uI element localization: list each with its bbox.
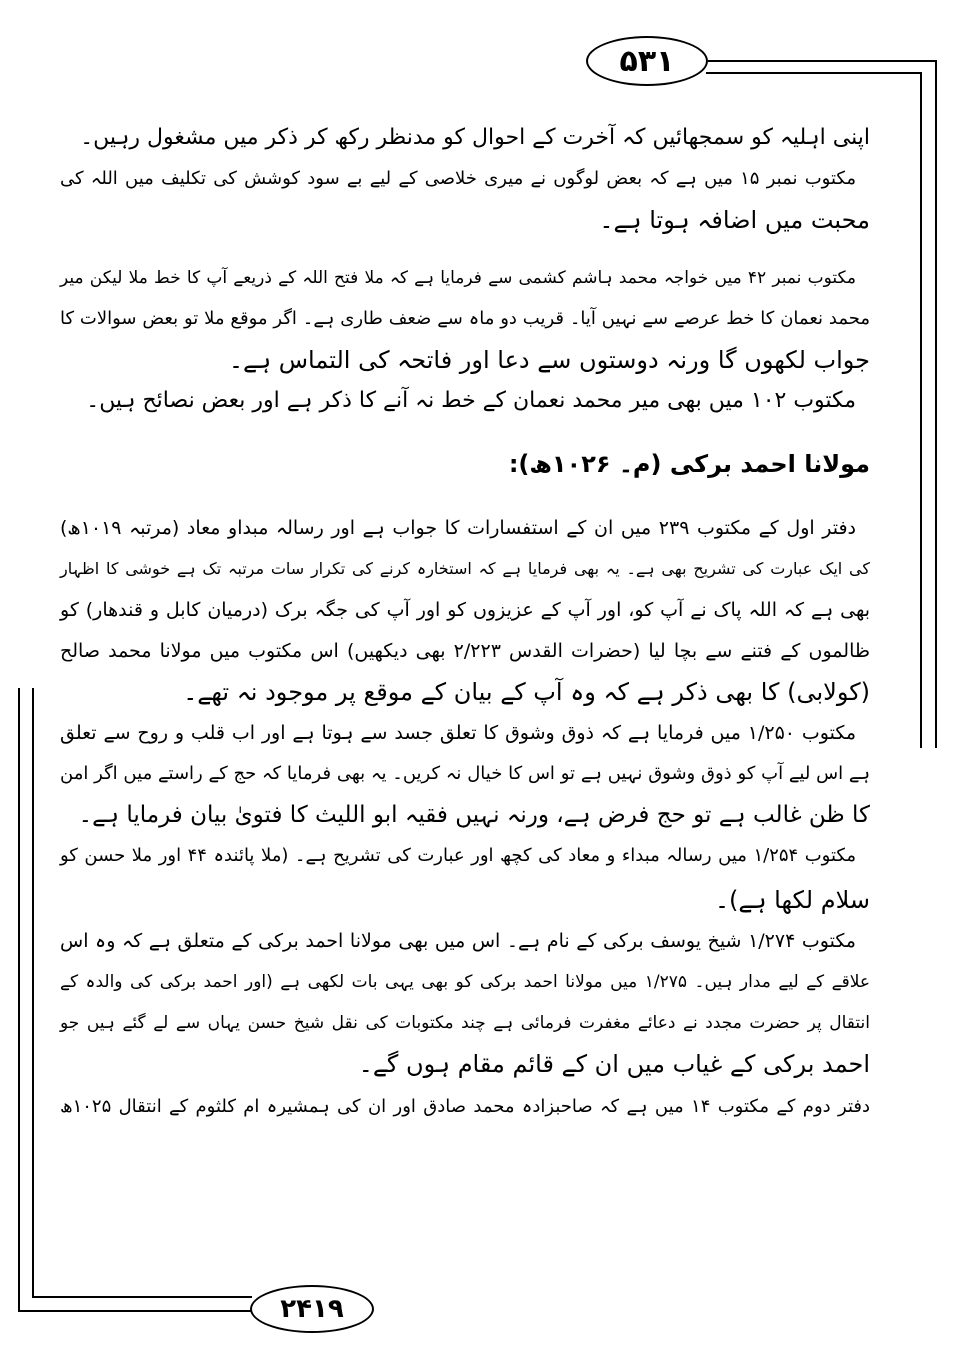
text-line: ظالموں کے فتنے سے بچا لیا (حضرات القدس ۲/۲۲۳ بھی دیکھیں) اس مکتوب میں مولانا محمد صالح (60, 640, 870, 662)
frame-bottom-line-inner (32, 1296, 252, 1298)
section-heading: مولانا احمد برکی (م۔ ۱۰۲۶ھ): (508, 450, 870, 478)
frame-left-line-inner (32, 688, 34, 1296)
text-line: سلام لکھا ہے)۔ (714, 886, 870, 914)
text-line: مکتوب ۱۰۲ میں بھی میر محمد نعمان کے خط نہ آنے کا ذکر ہے اور بعض نصائح ہیں۔ (86, 388, 856, 413)
text-line: دفتر دوم کے مکتوب ۱۴ میں ہے کہ صاحبزادہ محمد صادق اور ان کی ہمشیرہ ام کلثوم کے انتقال ۱۰۲۵ھ (60, 1096, 870, 1117)
frame-right-line-outer (935, 60, 937, 748)
frame-top-line-inner (706, 72, 920, 74)
text-line: مکتوب ۱/۲۵۰ میں فرمایا ہے کہ ذوق وشوق کا تعلق جسد سے ہوتا ہے اور اب قلب و روح سے تعلق (60, 722, 856, 744)
text-line: ہے اس لیے آپ کو ذوق وشوق نہیں ہے تو اس کا خیال نہ کریں۔ یہ بھی فرمایا کہ حج کے راستے میں اگر امن (60, 763, 870, 784)
text-line: علاقے کے لیے مدار ہیں۔ ۱/۲۷۵ میں مولانا احمد برکی کو بھی یہی بات لکھی ہے (اور احمد برکی کی والدہ کے (60, 972, 870, 992)
frame-bottom-line-outer (18, 1310, 252, 1312)
text-line: جواب لکھوں گا ورنہ دوستوں سے دعا اور فاتحہ کی التماس ہے۔ (228, 346, 870, 374)
text-line: مکتوب نمبر ۱۵ میں ہے کہ بعض لوگوں نے میری خلاصی کے لیے بے سود کوشش کی تکلیف میں اللہ کی (60, 168, 856, 189)
page-number-bottom: ۲۴۱۹ (250, 1285, 374, 1333)
page-number-top: ۵۳۱ (586, 36, 708, 86)
text-line: کی ایک عبارت کی تشریح بھی ہے۔ یہ بھی فرمایا ہے کہ استخارہ کرنے کی تکرار سات مرتبہ تک ہے خوشی کا اظہار (60, 559, 870, 578)
text-line: محمد نعمان کا خط عرصے سے نہیں آیا۔ قریب دو ماہ سے ضعف طاری ہے۔ اگر موقع ملا تو بعض سوالات کا (60, 308, 870, 329)
text-line: مکتوب ۱/۲۵۴ میں رسالہ مبداء و معاد کی کچھ اور عبارت کی تشریح ہے۔ (ملا پائندہ ۴۴ اور ملا حسن کو (60, 845, 856, 866)
frame-left-line-outer (18, 688, 20, 1310)
text-line: مکتوب نمبر ۴۲ میں خواجہ محمد ہاشم کشمی سے فرمایا ہے کہ ملا فتح اللہ کے ذریعے آپ کا خط ملا لیکن میر (60, 268, 856, 288)
frame-right-line-inner (920, 72, 922, 748)
text-line: (کولابی) کا بھی ذکر ہے کہ وہ آپ کے بیان کے موقع پر موجود نہ تھے۔ (183, 678, 870, 706)
text-line: بھی ہے کہ اللہ پاک نے آپ کو، اور آپ کے عزیزوں کو اور آپ کی جگہ برک (درمیان کابل و قندھار) کو (60, 599, 870, 621)
text-line: دفتر اول کے مکتوب ۲۳۹ میں ان کے استفسارات کا جواب ہے اور رسالہ مبداو معاد (مرتبہ ۱۰۱۹ھ) (60, 517, 856, 539)
text-line: اپنی اہلیہ کو سمجھائیں کہ آخرت کے احوال کو مدنظر رکھ کر ذکر میں مشغول رہیں۔ (80, 125, 870, 150)
text-line: محبت میں اضافہ ہوتا ہے۔ (599, 206, 870, 234)
text-line: کا ظن غالب ہے تو حج فرض ہے، ورنہ نہیں فقیہ ابو اللیث کا فتویٰ بیان فرمایا ہے۔ (78, 802, 870, 828)
text-line: مکتوب ۱/۲۷۴ شیخ یوسف برکی کے نام ہے۔ اس میں بھی مولانا احمد برکی کے متعلق ہے کہ وہ اس (60, 930, 856, 952)
text-line: احمد برکی کے غیاب میں ان کے قائم مقام ہوں گے۔ (358, 1050, 870, 1078)
text-line: انتقال پر حضرت مجدد نے دعائے مغفرت فرمائی ہے چند مکتوبات کی نقل شیخ حسن یہاں سے لے گئے ہیں جو (60, 1013, 870, 1033)
frame-top-line (708, 60, 936, 62)
